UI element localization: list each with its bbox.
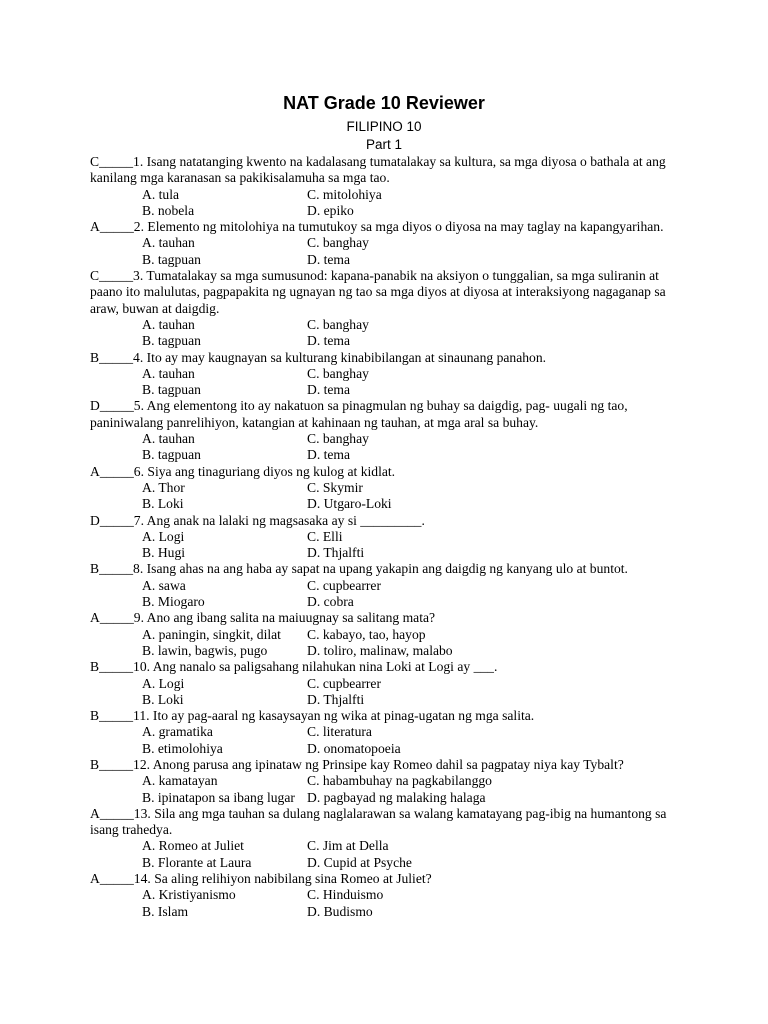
- question-item: [90, 757, 690, 806]
- choice-option: C. Skymir: [307, 479, 363, 495]
- choice-row: [90, 838, 690, 854]
- subject-label: FILIPINO 10: [346, 119, 422, 134]
- choice-option: C. banghay: [307, 431, 369, 447]
- question-stem: C_____1. Isang natatanging kwento na kadalasang tumatalakay sa kultura, sa mga diyosa o bathala at ang kanilang mga karanasan sa pakikisalamuha sa mga tao.: [90, 154, 666, 186]
- choice-option: A. tauhan: [142, 431, 195, 447]
- choice-option: D. Thjalfti: [307, 545, 365, 561]
- question-item: [90, 561, 690, 610]
- question-stem: B_____10. Ang nanalo sa paligsahang nilahukan nina Loki at Logi ay ___.: [90, 659, 498, 675]
- choice-option: C. literatura: [307, 724, 372, 740]
- choice-option: B. Islam: [142, 903, 189, 919]
- choice-option: D. tema: [307, 333, 351, 349]
- question-item: [90, 219, 690, 268]
- question-item: [90, 268, 690, 349]
- choice-option: B. Loki: [142, 496, 184, 512]
- choice-option: B. Miogaro: [142, 594, 205, 610]
- choice-option: A. tauhan: [142, 365, 195, 381]
- choice-option: D. epiko: [307, 202, 354, 218]
- choice-option: D. pagbayad ng malaking halaga: [307, 789, 486, 805]
- question-stem: A_____6. Siya ang tinaguriang diyos ng kulog at kidlat.: [90, 463, 396, 479]
- choice-row: [90, 447, 690, 463]
- choice-row: [90, 724, 690, 740]
- choice-option: D. tema: [307, 382, 351, 398]
- question-stem: B_____11. Ito ay pag-aaral ng kasaysayan ng wika at pinag-ugatan ng mga salita.: [90, 708, 535, 724]
- choice-option: D. cobra: [307, 594, 354, 610]
- choice-row: [90, 252, 690, 268]
- choice-row: [90, 643, 690, 659]
- choice-option: A. Logi: [142, 528, 185, 544]
- choice-option: A. tula: [142, 186, 179, 202]
- question-item: [90, 513, 690, 562]
- question-item: [90, 610, 690, 659]
- choice-row: [90, 333, 690, 349]
- choice-option: C. Elli: [307, 528, 343, 544]
- choice-option: C. cupbearrer: [307, 675, 381, 691]
- choice-option: A. Kristiyanismo: [142, 887, 236, 903]
- choice-option: B. Florante at Laura: [142, 854, 252, 870]
- choice-option: A. sawa: [142, 577, 186, 593]
- choice-row: [90, 578, 690, 594]
- choice-option: A. kamatayan: [142, 773, 218, 789]
- choice-option: A. Thor: [142, 479, 185, 495]
- question-stem: A_____13. Sila ang mga tauhan sa dulang naglalarawan sa walang kamatayang pag-ibig na humantong sa isang trahedya.: [90, 805, 667, 838]
- choice-option: B. tagpuan: [142, 333, 201, 349]
- choice-option: A. tauhan: [142, 316, 195, 332]
- choice-row: [90, 203, 690, 219]
- question-item: [90, 708, 690, 757]
- choice-option: D. onomatopoeia: [307, 740, 401, 756]
- choice-option: B. Hugi: [142, 545, 186, 561]
- choice-option: C. banghay: [307, 316, 369, 332]
- choice-option: B. lawin, bagwis, pugo: [142, 642, 268, 658]
- choice-row: [90, 545, 690, 561]
- question-item: [90, 398, 690, 463]
- choice-row: [90, 887, 690, 903]
- choice-option: C. kabayo, tao, hayop: [307, 626, 426, 642]
- choice-option: D. Budismo: [307, 903, 373, 919]
- question-stem: D_____7. Ang anak na lalaki ng magsasaka ay si _________.: [90, 512, 425, 528]
- choice-option: B. Loki: [142, 691, 184, 707]
- choice-row: [90, 480, 690, 496]
- question-stem: A_____2. Elemento ng mitolohiya na tumutukoy sa mga diyos o diyosa na may taglay na kapangyarihan.: [90, 219, 664, 235]
- choice-option: D. toliro, malinaw, malabo: [307, 642, 453, 658]
- question-item: [90, 806, 690, 871]
- choice-option: C. cupbearrer: [307, 577, 381, 593]
- choice-row: [90, 317, 690, 333]
- choice-row: [90, 855, 690, 871]
- choice-option: B. tagpuan: [142, 447, 201, 463]
- question-item: [90, 464, 690, 513]
- choice-option: C. habambuhay na pagkabilanggo: [307, 773, 492, 789]
- choice-option: B. tagpuan: [142, 382, 201, 398]
- question-stem: A_____14. Sa aling relihiyon nabibilang sina Romeo at Juliet?: [90, 871, 432, 887]
- choice-row: [90, 529, 690, 545]
- choice-row: [90, 496, 690, 512]
- choice-row: [90, 382, 690, 398]
- choice-option: C. Hinduismo: [307, 887, 384, 903]
- choice-option: A. paningin, singkit, dilat: [142, 626, 281, 642]
- choice-row: [90, 235, 690, 251]
- choice-row: [90, 773, 690, 789]
- choice-row: [90, 627, 690, 643]
- question-list: [90, 154, 690, 920]
- choice-option: A. Logi: [142, 675, 185, 691]
- choice-option: A. Romeo at Juliet: [142, 838, 244, 854]
- question-stem: A_____9. Ano ang ibang salita na maiuugnay sa salitang mata?: [90, 610, 436, 626]
- choice-option: D. tema: [307, 251, 351, 267]
- choice-option: D. tema: [307, 447, 351, 463]
- choice-option: D. Cupid at Psyche: [307, 854, 412, 870]
- choice-option: B. etimolohiya: [142, 740, 223, 756]
- choice-option: C. banghay: [307, 365, 369, 381]
- choice-option: C. mitolohiya: [307, 186, 382, 202]
- choice-option: C. banghay: [307, 235, 369, 251]
- question-stem: C_____3. Tumatalakay sa mga sumusunod: kapana-panabik na aksiyon o tunggalian, sa mga suliranin at paano ito malulutas, pagpapakita ng ugnayan ng tao sa mga diyos at diyosa at interaksiyong nagaganap sa araw, buwan at daigdig.: [90, 268, 666, 316]
- choice-option: A. tauhan: [142, 235, 195, 251]
- page-title: NAT Grade 10 Reviewer: [283, 93, 485, 113]
- question-stem: D_____5. Ang elementong ito ay nakatuon sa pinagmulan ng buhay sa daigdig, pag- uugali ng tao, paniniwalang panrelihiyon, katangian at kahinaan ng tauhan, at mga aral sa buhay.: [90, 398, 628, 430]
- choice-option: C. Jim at Della: [307, 838, 389, 854]
- part-label: Part 1: [365, 137, 403, 152]
- question-item: [90, 871, 690, 920]
- choice-row: [90, 904, 690, 920]
- choice-row: [90, 187, 690, 203]
- question-stem: B_____12. Anong parusa ang ipinataw ng Prinsipe kay Romeo dahil sa pagpatay niya kay Tybalt?: [90, 756, 624, 772]
- choice-row: [90, 790, 690, 806]
- choice-row: [90, 676, 690, 692]
- question-stem: B_____8. Isang ahas na ang haba ay sapat na upang yakapin ang daigdig ng kanyang ulo at buntot.: [90, 561, 628, 577]
- choice-row: [90, 366, 690, 382]
- choice-option: B. nobela: [142, 202, 195, 218]
- choice-row: [90, 741, 690, 757]
- choice-option: B. tagpuan: [142, 251, 201, 267]
- choice-option: D. Utgaro-Loki: [307, 496, 392, 512]
- choice-row: [90, 594, 690, 610]
- choice-row: [90, 692, 690, 708]
- question-stem: B_____4. Ito ay may kaugnayan sa kulturang kinabibilangan at sinaunang panahon.: [90, 349, 547, 365]
- choice-row: [90, 431, 690, 447]
- question-item: [90, 350, 690, 399]
- question-item: [90, 659, 690, 708]
- choice-option: D. Thjalfti: [307, 691, 365, 707]
- choice-option: A. gramatika: [142, 724, 213, 740]
- question-item: [90, 154, 690, 219]
- choice-option: B. ipinatapon sa ibang lugar: [142, 789, 295, 805]
